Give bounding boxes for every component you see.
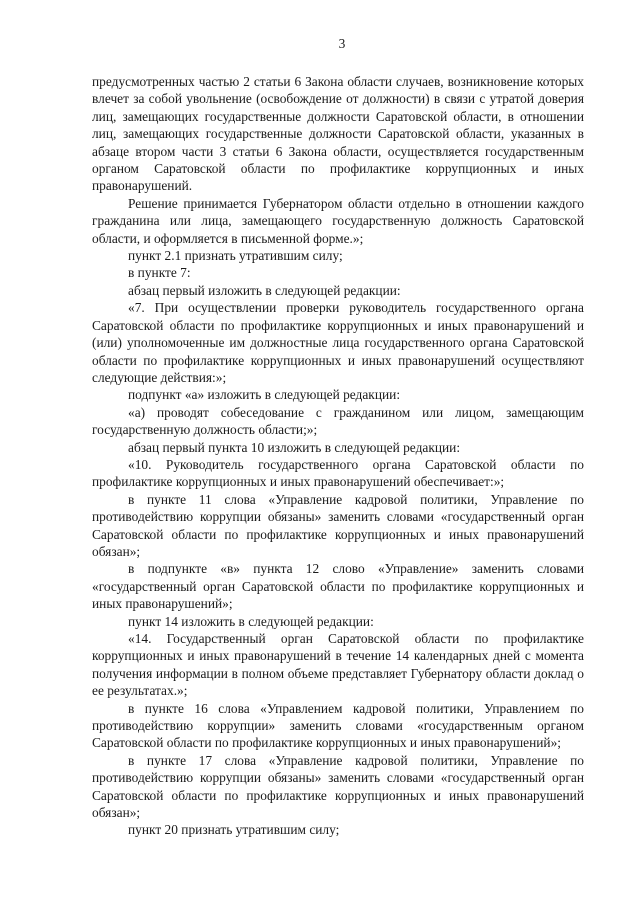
paragraph: пункт 2.1 признать утратившим силу;	[128, 248, 343, 264]
paragraph: «7. При осуществлении проверки руководитель государственного органа Саратовской области по профилактике коррупционных и иных правонарушений и (или) уполномоченные им должностные лица государственного органа Саратовской области по профилактике коррупционных и иных правонарушений осуществляют следующие действия:»;	[92, 300, 584, 385]
paragraph: абзац первый пункта 10 изложить в следующей редакции:	[128, 439, 461, 455]
paragraph: «14. Государственный орган Саратовской области по профилактике коррупционных и иных правонарушений в течение 14 календарных дней с момента получения информации в полном объеме представляет Губернатору области доклад о ее результатах.»;	[92, 631, 584, 699]
paragraph: в пункте 7:	[128, 265, 191, 281]
paragraph: в подпункте «в» пункта 12 слово «Управление» заменить словами «государственный орган Саратовской области по профилактике коррупционных и иных правонарушений»;	[92, 561, 584, 612]
paragraph: подпункт «а» изложить в следующей редакции:	[128, 387, 401, 403]
paragraph: абзац первый изложить в следующей редакции:	[128, 282, 401, 298]
paragraph: пункт 20 признать утратившим силу;	[128, 822, 340, 838]
page-number: 3	[338, 36, 346, 51]
paragraph: «а) проводят собеседование с гражданином или лицом, замещающим государственную должность области;»;	[92, 404, 584, 438]
paragraph: в пункте 11 слова «Управление кадровой политики, Управление по противодействию коррупции обязаны» заменить словами «государственный орган Саратовской области по профилактике коррупционных и иных правонарушений обязан»;	[92, 491, 584, 559]
paragraph: пункт 14 изложить в следующей редакции:	[128, 613, 374, 629]
document-body	[92, 73, 584, 839]
paragraph-continuation: предусмотренных частью 2 статьи 6 Закона области случаев, возникновение которых влечет за собой увольнение (освобождение от должности) в связи с утратой доверия лиц, замещающих государственные должности Саратовской области, в отношении лиц, замещающих государственные должности Саратовской области, указанных в абзаце втором части 3 статьи 6 Закона области, осуществляется государственным органом Саратовской области по профилактике коррупционных и иных правонарушений.	[92, 74, 584, 194]
paragraph: «10. Руководитель государственного органа Саратовской области по профилактике коррупционных и иных правонарушений обеспечивает:»;	[92, 456, 584, 490]
paragraph: в пункте 16 слова «Управлением кадровой политики, Управлением по противодействию коррупции» заменить словами «государственным органом Саратовской области по профилактике коррупционных и иных правонарушений»;	[92, 700, 584, 751]
paragraph: Решение принимается Губернатором области отдельно в отношении каждого гражданина или лица, замещающего государственную должность Саратовской области, и оформляется в письменной форме.»;	[92, 195, 584, 246]
paragraph: в пункте 17 слова «Управление кадровой политики, Управление по противодействию коррупции обязаны» заменить словами «государственный орган Саратовской области по профилактике коррупционных и иных правонарушений обязан»;	[92, 752, 584, 821]
